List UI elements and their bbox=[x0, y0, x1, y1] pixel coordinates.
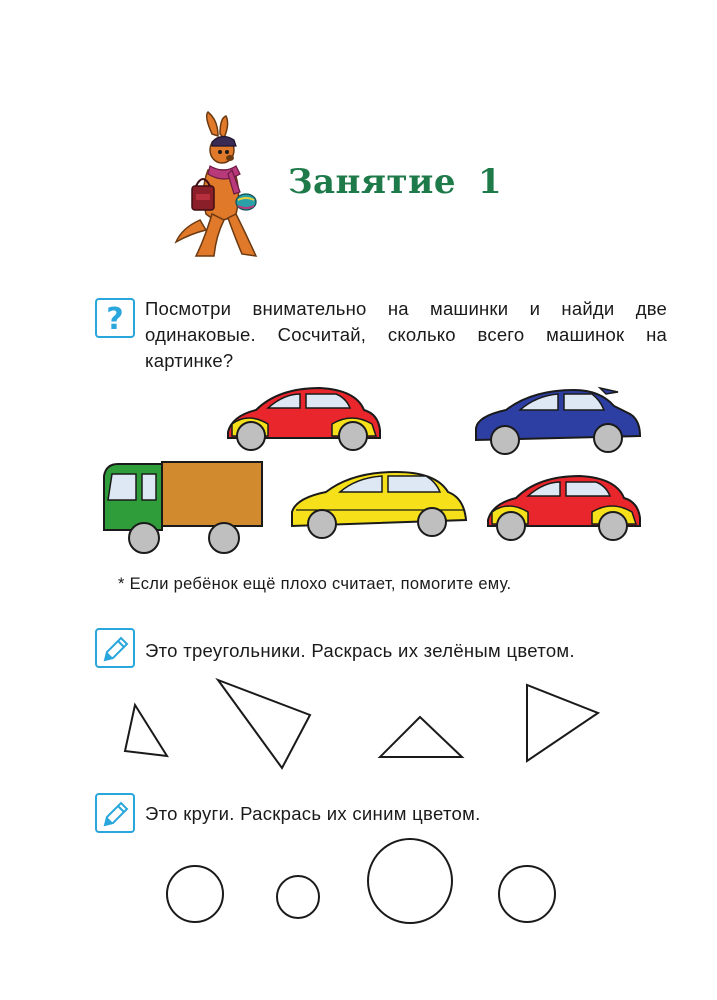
circle-3 bbox=[368, 839, 452, 923]
car-red-2 bbox=[488, 476, 640, 540]
circle-4 bbox=[499, 866, 555, 922]
lesson-title-word: Занятие bbox=[288, 162, 456, 202]
triangles-figure bbox=[0, 675, 717, 785]
kangaroo-with-bag-icon bbox=[170, 110, 270, 260]
car-yellow bbox=[292, 472, 466, 538]
question-mark-icon bbox=[95, 298, 135, 338]
task-triangles-text: Это треугольники. Раскрась их зелёным цветом. bbox=[145, 640, 575, 661]
lesson-title bbox=[288, 162, 502, 202]
task-circles-text: Это круги. Раскрась их синим цветом. bbox=[145, 803, 481, 824]
pencil-icon bbox=[95, 628, 135, 668]
parent-note: * Если ребёнок ещё плохо считает, помогите ему. bbox=[118, 575, 512, 593]
pencil-icon-2 bbox=[95, 793, 135, 833]
circle-2 bbox=[277, 876, 319, 918]
circles-figure bbox=[0, 835, 717, 945]
truck-green bbox=[104, 462, 262, 553]
svg-text:?: ? bbox=[106, 302, 124, 337]
circle-1 bbox=[167, 866, 223, 922]
vehicles-illustration bbox=[0, 380, 717, 560]
triangle-2 bbox=[218, 680, 310, 768]
car-blue bbox=[476, 388, 640, 454]
question-text: Посмотри внимательно на машинки и найди две одинаковые. Сосчитай, сколько всего машинок на картинке? bbox=[145, 298, 667, 371]
triangle-3 bbox=[380, 717, 462, 757]
lesson-title-number: 1 bbox=[477, 162, 503, 202]
car-red-1 bbox=[228, 388, 380, 450]
triangle-1 bbox=[125, 705, 167, 756]
triangle-4 bbox=[527, 685, 598, 761]
